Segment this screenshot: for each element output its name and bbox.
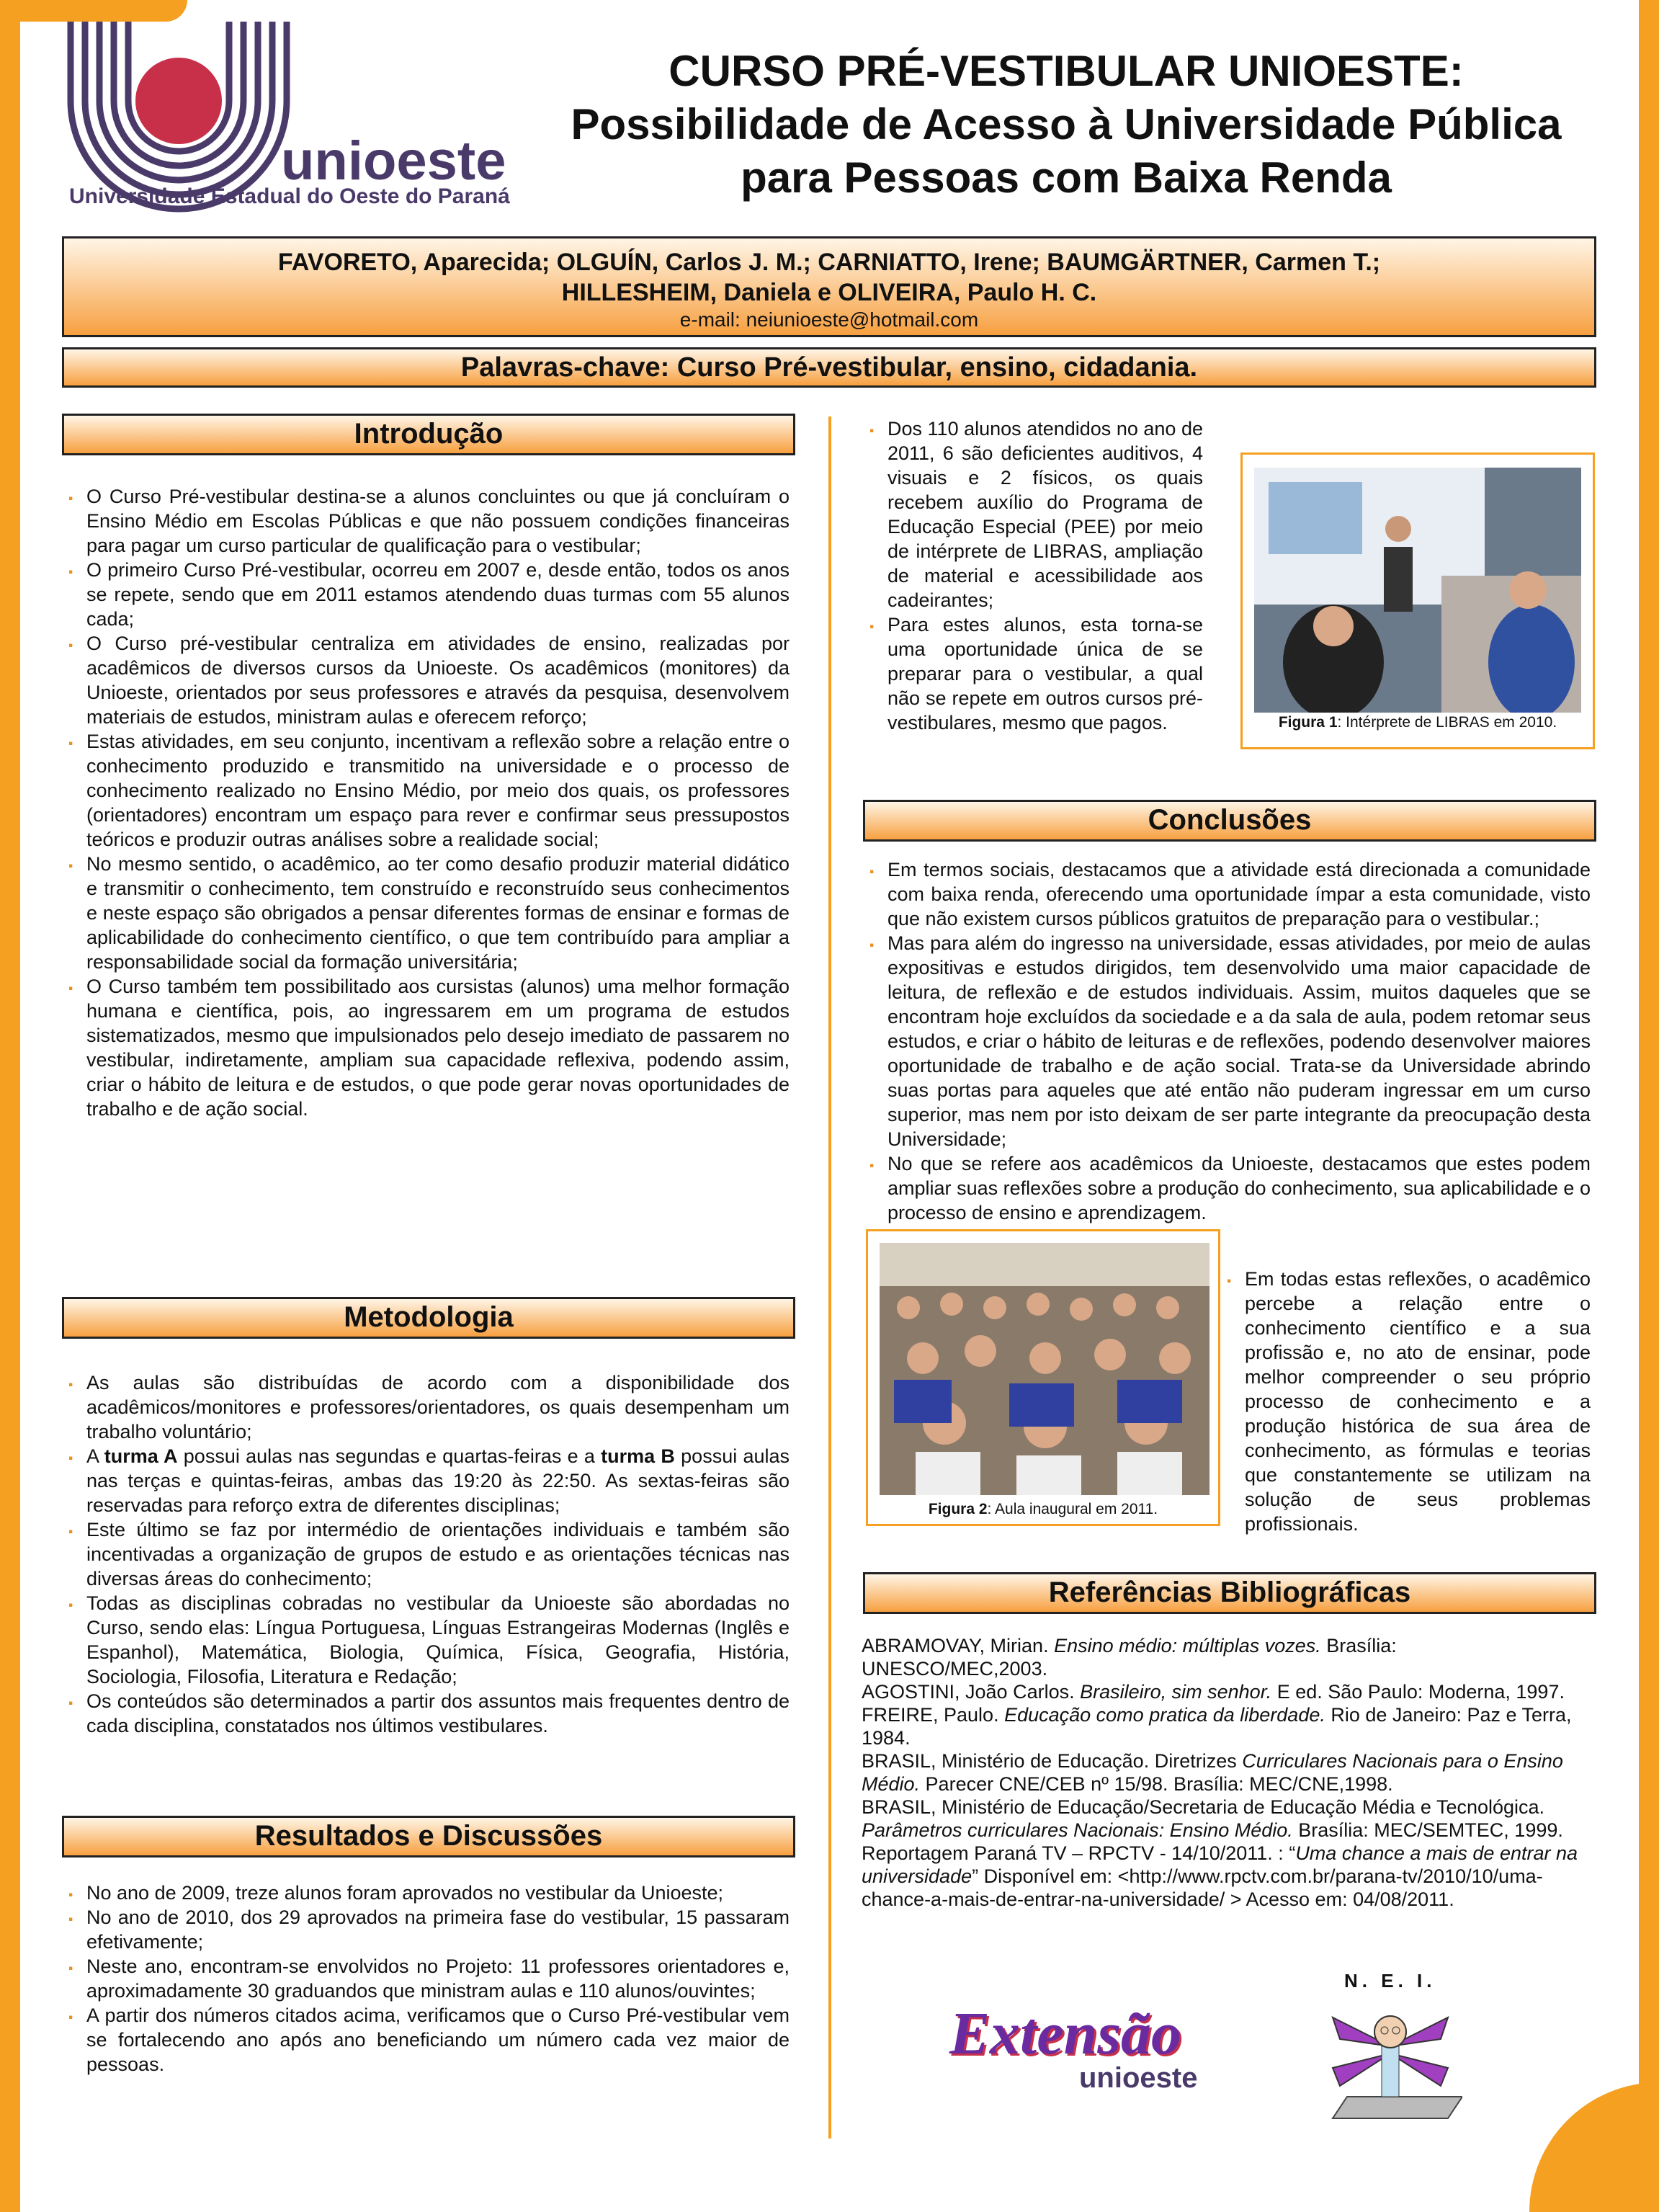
orange-frame-corner bbox=[0, 0, 187, 22]
list-item: . As aulas são distribuídas de acordo com a disponibilidade dos acadêmicos/monitores e professores/orientadores, os quais desempenham um trabalho voluntário; bbox=[65, 1370, 790, 1444]
list-item: . A partir dos números citados acima, verificamos que o Curso Pré-vestibular vem se fortalecendo ano após ano beneficiando um número cada vez maior de pessoas. bbox=[65, 2003, 790, 2077]
list-item: . A turma A possui aulas nas segundas e quartas-feiras e a turma B possui aulas nas terças e quintas-feiras, ambas das 19:20 às 22:50. As sextas-feiras são reservadas para reforço extra de diferentes disciplinas; bbox=[65, 1444, 790, 1517]
list-item: . Todas as disciplinas cobradas no vestibular da Unioeste são abordadas no Curso, sendo elas: Língua Portuguesa, Línguas Estrangeiras Modernas (Inglês e Espanhol), Matemática, Biologia, Química, Física, Geografia, História, Sociologia, Filosofia, Literatura e Redação; bbox=[65, 1591, 790, 1689]
list-item: . No ano de 2010, dos 29 aprovados na primeira fase do vestibular, 15 passaram efetivamente; bbox=[65, 1905, 790, 1954]
metodologia-heading: Metodologia bbox=[62, 1297, 795, 1339]
conclusoes-list-continued bbox=[1223, 1267, 1591, 1536]
title-line-2: Possibilidade de Acesso à Universidade Pública bbox=[571, 100, 1562, 148]
list-item: . Mas para além do ingresso na universidade, essas atividades, por meio de aulas expositivas e estudos dirigidos, tem desenvolvido uma maior capacidade de leitura, de reflexão e de estudos individuais. Assim, muitos daqueles que se encontram hoje excluídos da sociedade e a da sala de aula, podem retomar seus estudos, e criar o hábito de leituras e de reflexões, podendo desenvolver maiores oportunidade de trabalho e de ação social. Trata-se da Universidade abrindo suas portas para aqueles que até então não puderam ingressar em um curso superior, mas nem por isto deixam de ser parte integrante da preocupação desta Universidade; bbox=[866, 931, 1591, 1151]
keywords-box: Palavras-chave: Curso Pré-vestibular, ensino, cidadania. bbox=[62, 347, 1596, 388]
list-item: . No que se refere aos acadêmicos da Unioeste, destacamos que estes podem ampliar suas reflexões sobre a produção do conhecimento, sua aplicabilidade e o processo de ensino e aprendizagem. bbox=[866, 1151, 1591, 1225]
reference-item: FREIRE, Paulo. Educação como pratica da liberdade. Rio de Janeiro: Paz e Terra, 1984. bbox=[862, 1704, 1572, 1749]
referencias-heading: Referências Bibliográficas bbox=[863, 1572, 1596, 1614]
list-item: . No ano de 2009, treze alunos foram aprovados no vestibular da Unioeste; bbox=[65, 1881, 790, 1905]
nei-mascot-icon bbox=[1318, 1996, 1462, 2126]
resultados-list bbox=[65, 1881, 790, 2077]
logo-wordmark: unioeste bbox=[281, 130, 506, 192]
list-item: . Em termos sociais, destacamos que a atividade está direcionada a comunidade com baixa renda, oferecendo uma oportunidade ímpar a esta comunidade, visto que não existem cursos públicos gratuitos de preparação para o vestibular.; bbox=[866, 857, 1591, 931]
nei-letters: N. E. I. bbox=[1344, 1970, 1436, 1992]
list-item: . No mesmo sentido, o acadêmico, ao ter como desafio produzir material didático e transmitir o conhecimento, tem construído e reconstruído seus conhecimentos e neste espaço são obrigados a pensar diferentes formas de ensinar e formas de aplicabilidade do conhecimento científico, o que tem contribuído para ampliar a responsabilidade social da formação universitária; bbox=[65, 852, 790, 974]
list-item: . Neste ano, encontram-se envolvidos no Projeto: 11 professores orientadores e, aproximadamente 30 graduandos que ministram aulas e 110 alunos/ouvintes; bbox=[65, 1954, 790, 2003]
figure-2-caption bbox=[868, 1501, 1218, 1518]
authors-line-2: HILLESHEIM, Daniela e OLIVEIRA, Paulo H. C. bbox=[561, 279, 1097, 306]
conclusoes-list bbox=[866, 857, 1591, 1225]
metodologia-list bbox=[65, 1370, 790, 1738]
authors-line-1: FAVORETO, Aparecida; OLGUÍN, Carlos J. M.; CARNIATTO, Irene; BAUMGÄRTNER, Carmen T.; bbox=[277, 249, 1381, 276]
figure-1-label: Figura 1 bbox=[1278, 714, 1338, 731]
orange-frame-left bbox=[0, 0, 20, 2212]
reference-item: Reportagem Paraná TV – RPCTV - 14/10/2011. : “Uma chance a mais de entrar na universidade” Disponível em: <http://www.rpctv.com.br/parana-tv/2010/10/uma-chance-a-mais-de-entrar-na-universidade/ > Acesso em: 04/08/2011. bbox=[862, 1842, 1578, 1910]
libras-interpreter-photo-icon bbox=[1254, 468, 1581, 713]
list-item: . O Curso também tem possibilitado aos cursistas (alunos) uma melhor formação humana e científica, pois, ao ingressarem em um programa de estudos sistematizados, mesmo que impulsionados pelo desejo imediato de passarem no vestibular, indiretamente, ampliam sua capacidade reflexiva, podendo assim, criar o hábito de leitura e de estudos, o que pode gerar novas oportunidades de trabalho e de ação social. bbox=[65, 974, 790, 1121]
list-item: . Em todas estas reflexões, o acadêmico percebe a relação entre o conhecimento científico e a sua profissão e, no ato de ensinar, pode melhor compreender o seu próprio processo de conhecimento e a produção histórica de sua área de conhecimento, as fórmulas e teorias que constantemente se utilizam na solução de seus problemas profissionais. bbox=[1223, 1267, 1591, 1536]
column-divider bbox=[828, 416, 831, 2139]
figure-2-label: Figura 2 bbox=[928, 1501, 988, 1517]
orange-frame-bottom-right bbox=[1529, 2082, 1659, 2212]
figure-2 bbox=[866, 1229, 1220, 1526]
extensao-subtitle: unioeste bbox=[1079, 2062, 1198, 2094]
poster-title bbox=[504, 45, 1628, 205]
title-line-3: para Pessoas com Baixa Renda bbox=[741, 153, 1392, 202]
list-item: . O Curso pré-vestibular centraliza em atividades de ensino, realizadas por acadêmicos de diversos cursos da Unioeste. Os acadêmicos (monitores) da Unioeste, orientados por seus professores e através da pesquisa, desenvolvem materiais de estudos, ministram aulas e oferecem reforço; bbox=[65, 631, 790, 729]
referencias-list bbox=[862, 1634, 1582, 1911]
resultados-heading: Resultados e Discussões bbox=[62, 1816, 795, 1858]
figure-1-caption-text: : Intérprete de LIBRAS em 2010. bbox=[1337, 714, 1557, 731]
extensao-logo bbox=[949, 1999, 1223, 2092]
figure-1-caption bbox=[1243, 714, 1593, 731]
list-item: . O Curso Pré-vestibular destina-se a alunos concluintes ou que já concluíram o Ensino Médio em Escolas Públicas e que não possuem condições financeiras para pagar um curso particular de qualificação para o vestibular; bbox=[65, 484, 790, 558]
orange-frame-right bbox=[1639, 0, 1659, 2212]
figure-2-caption-text: : Aula inaugural em 2011. bbox=[987, 1501, 1158, 1517]
title-line-1: CURSO PRÉ-VESTIBULAR UNIOESTE: bbox=[668, 47, 1464, 95]
reference-item: BRASIL, Ministério de Educação. Diretrizes Curriculares Nacionais para o Ensino Médio. Parecer CNE/CEB nº 15/98. Brasília: MEC/CNE,1998. bbox=[862, 1750, 1563, 1795]
right-top-list bbox=[866, 416, 1203, 735]
reference-item: BRASIL, Ministério de Educação/Secretaria de Educação Média e Tecnológica. Parâmetros curriculares Nacionais: Ensino Médio. Brasília: MEC/SEMTEC, 1999. bbox=[862, 1796, 1563, 1841]
authors-email: e-mail: neiunioeste@hotmail.com bbox=[679, 308, 979, 331]
extensao-wordmark: Extensão bbox=[949, 2000, 1182, 2067]
introducao-heading: Introdução bbox=[62, 414, 795, 455]
reference-item: AGOSTINI, João Carlos. Brasileiro, sim senhor. E ed. São Paulo: Moderna, 1997. bbox=[862, 1681, 1565, 1703]
list-item: . O primeiro Curso Pré-vestibular, ocorreu em 2007 e, desde então, todos os anos se repete, sendo que em 2011 estamos atendendo duas turmas com 55 alunos cada; bbox=[65, 558, 790, 631]
authors-box bbox=[62, 236, 1596, 337]
conclusoes-heading: Conclusões bbox=[863, 800, 1596, 842]
lecture-audience-photo-icon bbox=[880, 1243, 1209, 1495]
list-item: . Os conteúdos são determinados a partir dos assuntos mais frequentes dentro de cada disciplina, constatados nos últimos vestibulares. bbox=[65, 1689, 790, 1738]
introducao-list bbox=[65, 484, 790, 1121]
nei-logo bbox=[1318, 1967, 1462, 2126]
logo-subtitle: Universidade Estadual do Oeste do Paraná bbox=[69, 184, 510, 208]
reference-item: ABRAMOVAY, Mirian. Ensino médio: múltiplas vozes. Brasília: UNESCO/MEC,2003. bbox=[862, 1635, 1397, 1680]
list-item: . Estas atividades, em seu conjunto, incentivam a reflexão sobre a relação entre o conhecimento produzido e transmitido na universidade e o processo de conhecimento realizado no Ensino Médio, por meio dos quais, os professores (orientadores) encontram um espaço para rever e confirmar seus pressupostos teóricos e produzir outras análises sobre a realidade social; bbox=[65, 729, 790, 852]
list-item: . Dos 110 alunos atendidos no ano de 2011, 6 são deficientes auditivos, 4 visuais e 2 físicos, os quais recebem auxílio do Programa de Educação Especial (PEE) por meio de intérprete de LIBRAS, ampliação de material e acessibilidade aos cadeirantes; bbox=[866, 416, 1203, 612]
list-item: . Para estes alunos, esta torna-se uma oportunidade única de se preparar para o vestibular, a qual não se repete em outros cursos pré-vestibulares, mesmo que pagos. bbox=[866, 612, 1203, 735]
figure-1 bbox=[1240, 452, 1595, 749]
list-item: . Este último se faz por intermédio de orientações individuais e também são incentivadas a organização de grupos de estudo e as orientações técnicas nas diversas áreas do conhecimento; bbox=[65, 1517, 790, 1591]
